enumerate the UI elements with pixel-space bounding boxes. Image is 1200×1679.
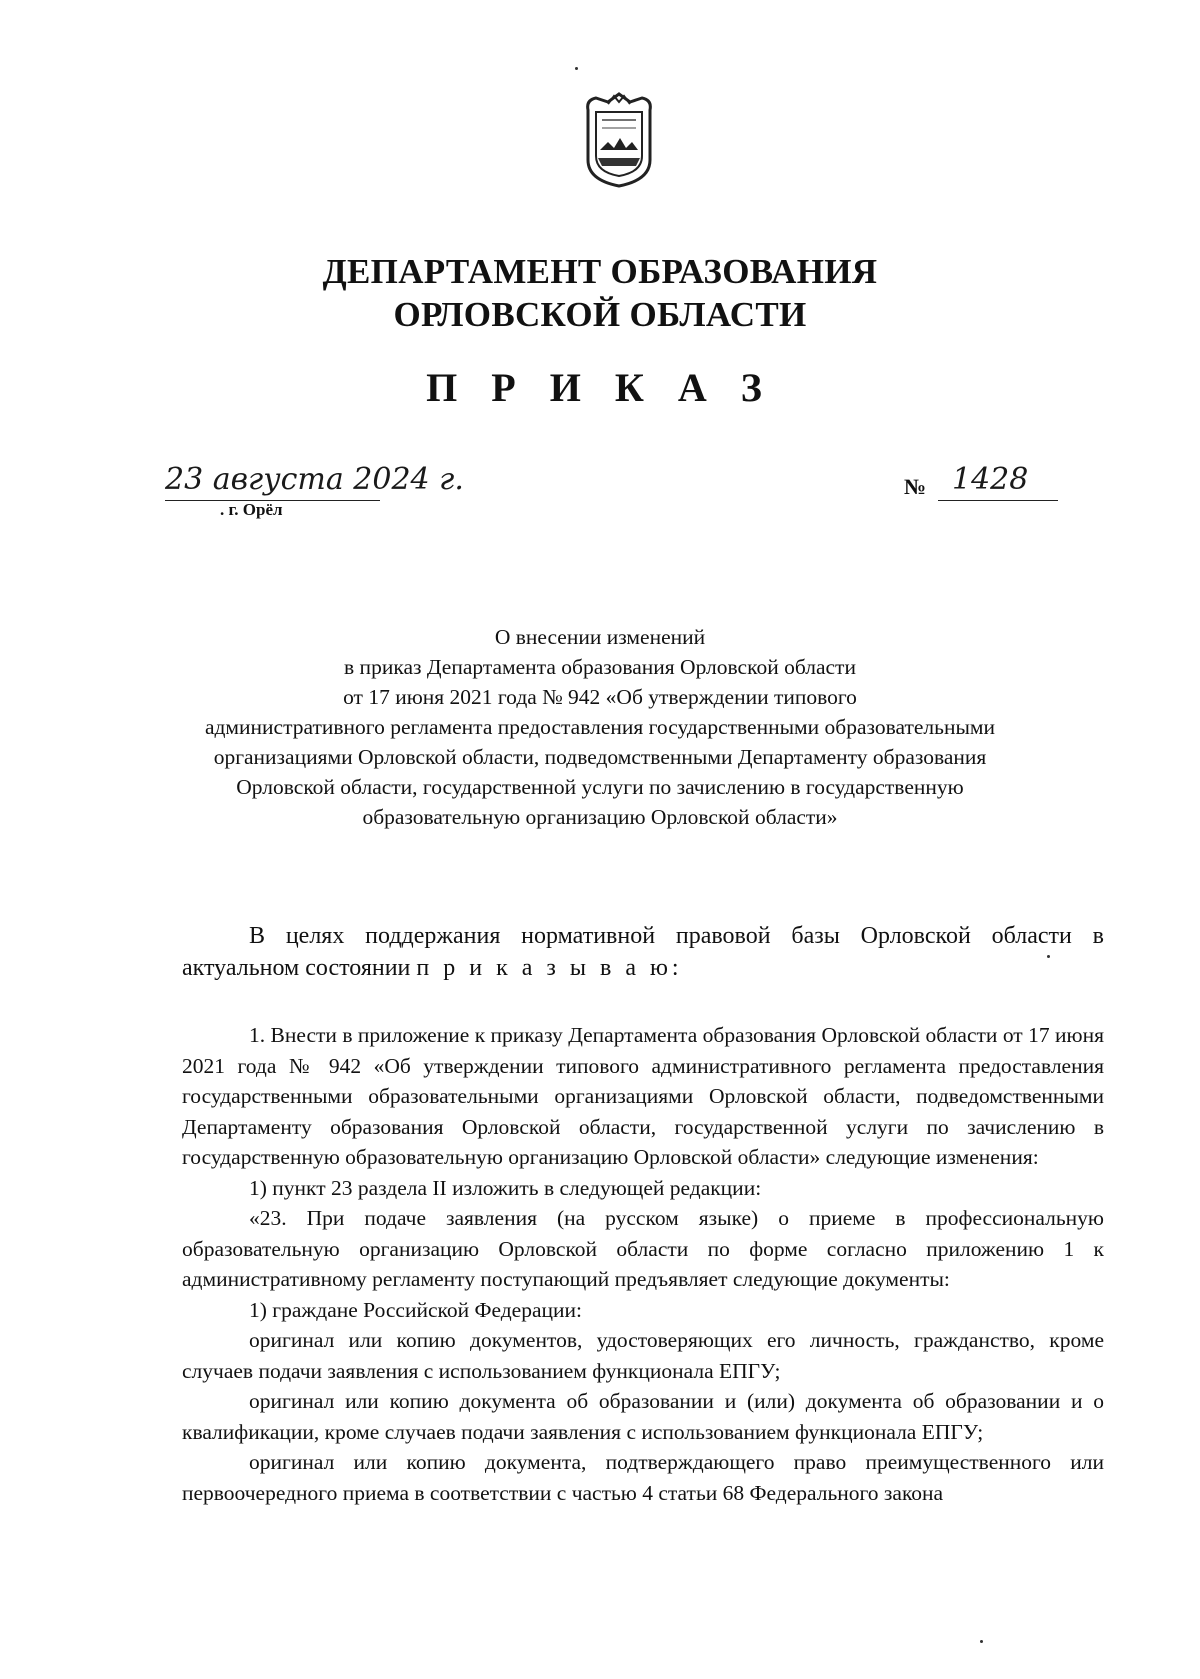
preamble-text: В целях поддержания нормативной правовой базы Орловской области в актуальном состоянии — [182, 923, 1104, 981]
preamble-paragraph — [182, 920, 1104, 984]
subject-line: Орловской области, государственной услуги по зачислению в государственную — [236, 775, 964, 799]
scan-speck — [1047, 955, 1050, 958]
body-paragraph: оригинал или копию документа об образовании и (или) документа об образовании и о квалификации, кроме случаев подачи заявления с использованием функционала ЕПГУ; — [182, 1389, 1104, 1444]
subject-line: от 17 июня 2021 года № 942 «Об утверждении типового — [343, 685, 857, 709]
body-paragraph: 1) пункт 23 раздела II изложить в следующей редакции: — [249, 1175, 762, 1200]
subject-line: образовательную организацию Орловской области» — [362, 805, 838, 829]
subject-line: в приказ Департамента образования Орловской области — [344, 655, 856, 679]
number-label: № — [904, 474, 927, 499]
department-name-line2: ОРЛОВСКОЙ ОБЛАСТИ — [393, 295, 807, 334]
subject-line: О внесении изменений — [494, 625, 706, 649]
handwritten-date: 23 августа 2024 г. — [165, 462, 464, 497]
body-paragraph: 1. Внести в приложение к приказу Департамента образования Орловской области от 17 июня 2021 года № 942 «Об утверждении типового административного регламента предоставления государственными образовательными организациями Орловской области, подведомственными Департаменту образования Орловской области, государственной услуги по зачислению в государственную образовательную организацию Орловской области» следующие изменения: — [182, 1023, 1104, 1169]
body-paragraph: оригинал или копию документа, подтверждающего право преимущественного или первоочередного приема в соответствии с частью 4 статьи 68 Федерального закона — [182, 1450, 1104, 1505]
preamble-verb: п р и к а з ы в а ю: — [416, 955, 683, 981]
body-paragraph: оригинал или копию документов, удостоверяющих его личность, гражданство, кроме случаев подачи заявления с использованием функционала ЕПГУ; — [182, 1328, 1104, 1383]
coat-of-arms-icon — [578, 90, 660, 190]
scan-speck — [980, 1640, 983, 1643]
city-label: . г. Орёл — [220, 500, 283, 519]
body-paragraph: «23. При подаче заявления (на русском языке) о приеме в профессиональную образовательную организацию Орловской области по форме согласно приложению 1 к административному регламенту поступающий предъявляет следующие документы: — [182, 1206, 1104, 1291]
handwritten-number: 1428 — [952, 462, 1029, 497]
document-type-title: П Р И К А З — [426, 365, 774, 410]
number-underline — [938, 500, 1058, 501]
subject-line: административного регламента предоставления государственными образовательными — [204, 715, 996, 739]
document-body — [182, 920, 1104, 1508]
body-paragraph: 1) граждане Российской Федерации: — [249, 1297, 582, 1322]
department-name-line1: ДЕПАРТАМЕНТ ОБРАЗОВАНИЯ — [322, 252, 878, 291]
scan-speck — [575, 67, 578, 70]
subject-line: организациями Орловской области, подведомственными Департаменту образования — [213, 745, 987, 769]
document-subject — [150, 622, 1050, 832]
